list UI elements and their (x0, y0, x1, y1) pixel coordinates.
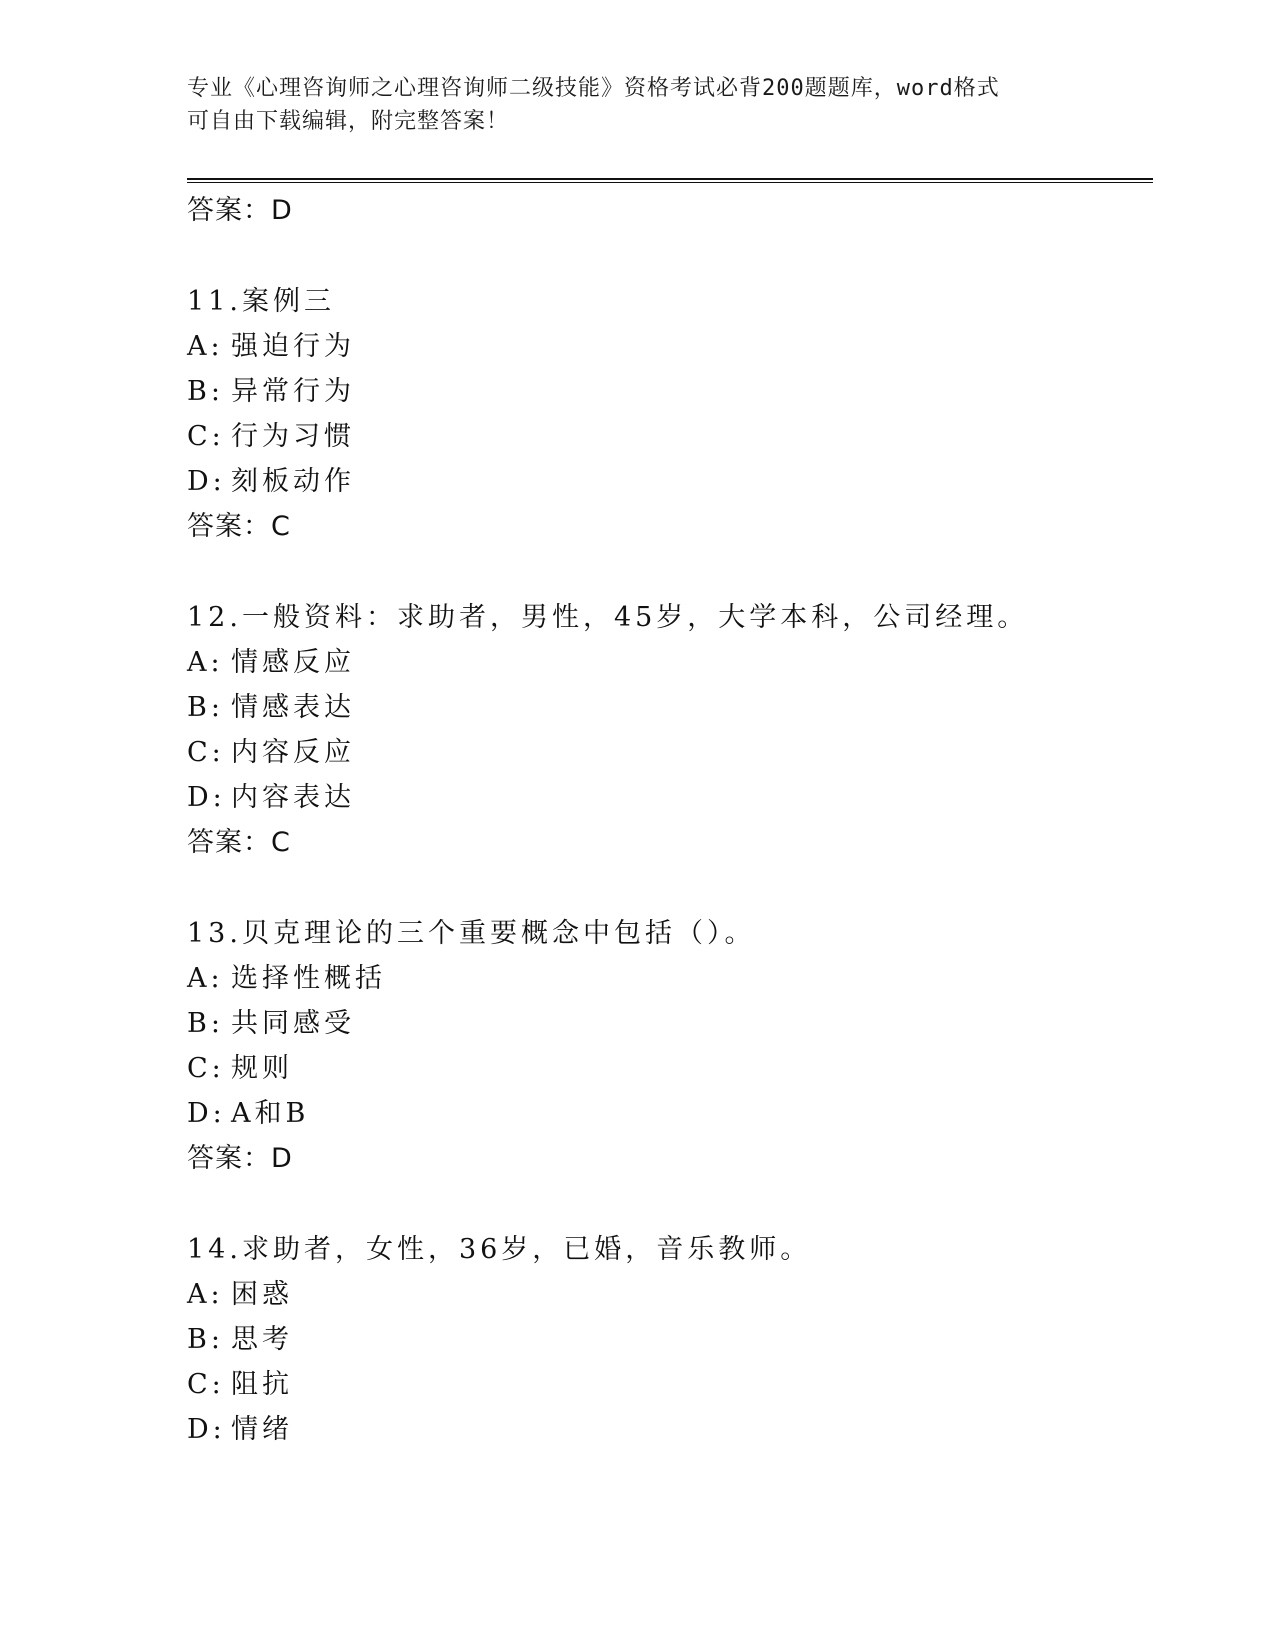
question-stem: 12.一般资料：求助者，男性，45岁，大学本科，公司经理。 (187, 602, 1029, 633)
option-a (187, 324, 1153, 369)
option-text: 阻抗 (231, 1369, 293, 1400)
question-item (187, 595, 1153, 865)
answer-line: 答案：C (187, 511, 291, 542)
option-c (187, 1046, 1153, 1091)
option-text: 内容表达 (231, 782, 355, 813)
option-letter: D: (187, 1414, 226, 1445)
question-stem: 14.求助者，女性，36岁，已婚，音乐教师。 (187, 1234, 812, 1265)
option-text: 选择性概括 (231, 963, 386, 994)
option-letter: D: (187, 1098, 226, 1129)
option-letter: A: (187, 963, 224, 994)
option-a (187, 640, 1153, 685)
option-text: A和B (231, 1098, 310, 1129)
option-letter: A: (187, 331, 224, 362)
option-d (187, 1091, 1153, 1136)
question-stem: 13.贝克理论的三个重要概念中包括（）。 (187, 918, 756, 949)
question-stem: 11.案例三 (187, 286, 335, 317)
answer-line: 答案：D (187, 195, 293, 226)
option-a (187, 1272, 1153, 1317)
option-c (187, 730, 1153, 775)
question-item (187, 1227, 1153, 1452)
option-letter: B: (187, 692, 224, 723)
question-list (187, 188, 1153, 1452)
option-text: 内容反应 (231, 737, 355, 768)
option-letter: B: (187, 1008, 224, 1039)
option-d (187, 775, 1153, 820)
option-text: 共同感受 (231, 1008, 355, 1039)
option-text: 强迫行为 (231, 331, 355, 362)
option-text: 情感反应 (231, 647, 355, 678)
option-letter: B: (187, 376, 224, 407)
header-rule-thin (187, 182, 1153, 183)
option-text: 规则 (231, 1053, 293, 1084)
answer-line: 答案：C (187, 827, 291, 858)
header-rule-thick (187, 178, 1153, 180)
option-b (187, 1317, 1153, 1362)
option-letter: C: (187, 737, 225, 768)
option-text: 困惑 (231, 1279, 293, 1310)
option-letter: C: (187, 421, 225, 452)
option-d (187, 1407, 1153, 1452)
option-b (187, 1001, 1153, 1046)
option-text: 异常行为 (231, 376, 355, 407)
option-d (187, 459, 1153, 504)
option-letter: D: (187, 782, 226, 813)
option-b (187, 369, 1153, 414)
option-b (187, 685, 1153, 730)
option-letter: C: (187, 1369, 225, 1400)
question-item (187, 911, 1153, 1181)
option-text: 情感表达 (231, 692, 355, 723)
option-letter: A: (187, 1279, 224, 1310)
header-line-1: 专业《心理咨询师之心理咨询师二级技能》资格考试必背200题题库，word格式 (187, 76, 1000, 101)
question-item (187, 279, 1153, 549)
option-letter: C: (187, 1053, 225, 1084)
header-line-2: 可自由下载编辑，附完整答案！ (187, 109, 510, 134)
option-text: 思考 (231, 1324, 293, 1355)
option-c (187, 414, 1153, 459)
option-letter: D: (187, 466, 226, 497)
option-text: 行为习惯 (231, 421, 355, 452)
option-c (187, 1362, 1153, 1407)
option-a (187, 956, 1153, 1001)
option-text: 情绪 (231, 1414, 293, 1445)
document-header (187, 72, 1067, 138)
option-letter: A: (187, 647, 224, 678)
answer-line: 答案：D (187, 1143, 293, 1174)
option-text: 刻板动作 (231, 466, 355, 497)
option-letter: B: (187, 1324, 224, 1355)
